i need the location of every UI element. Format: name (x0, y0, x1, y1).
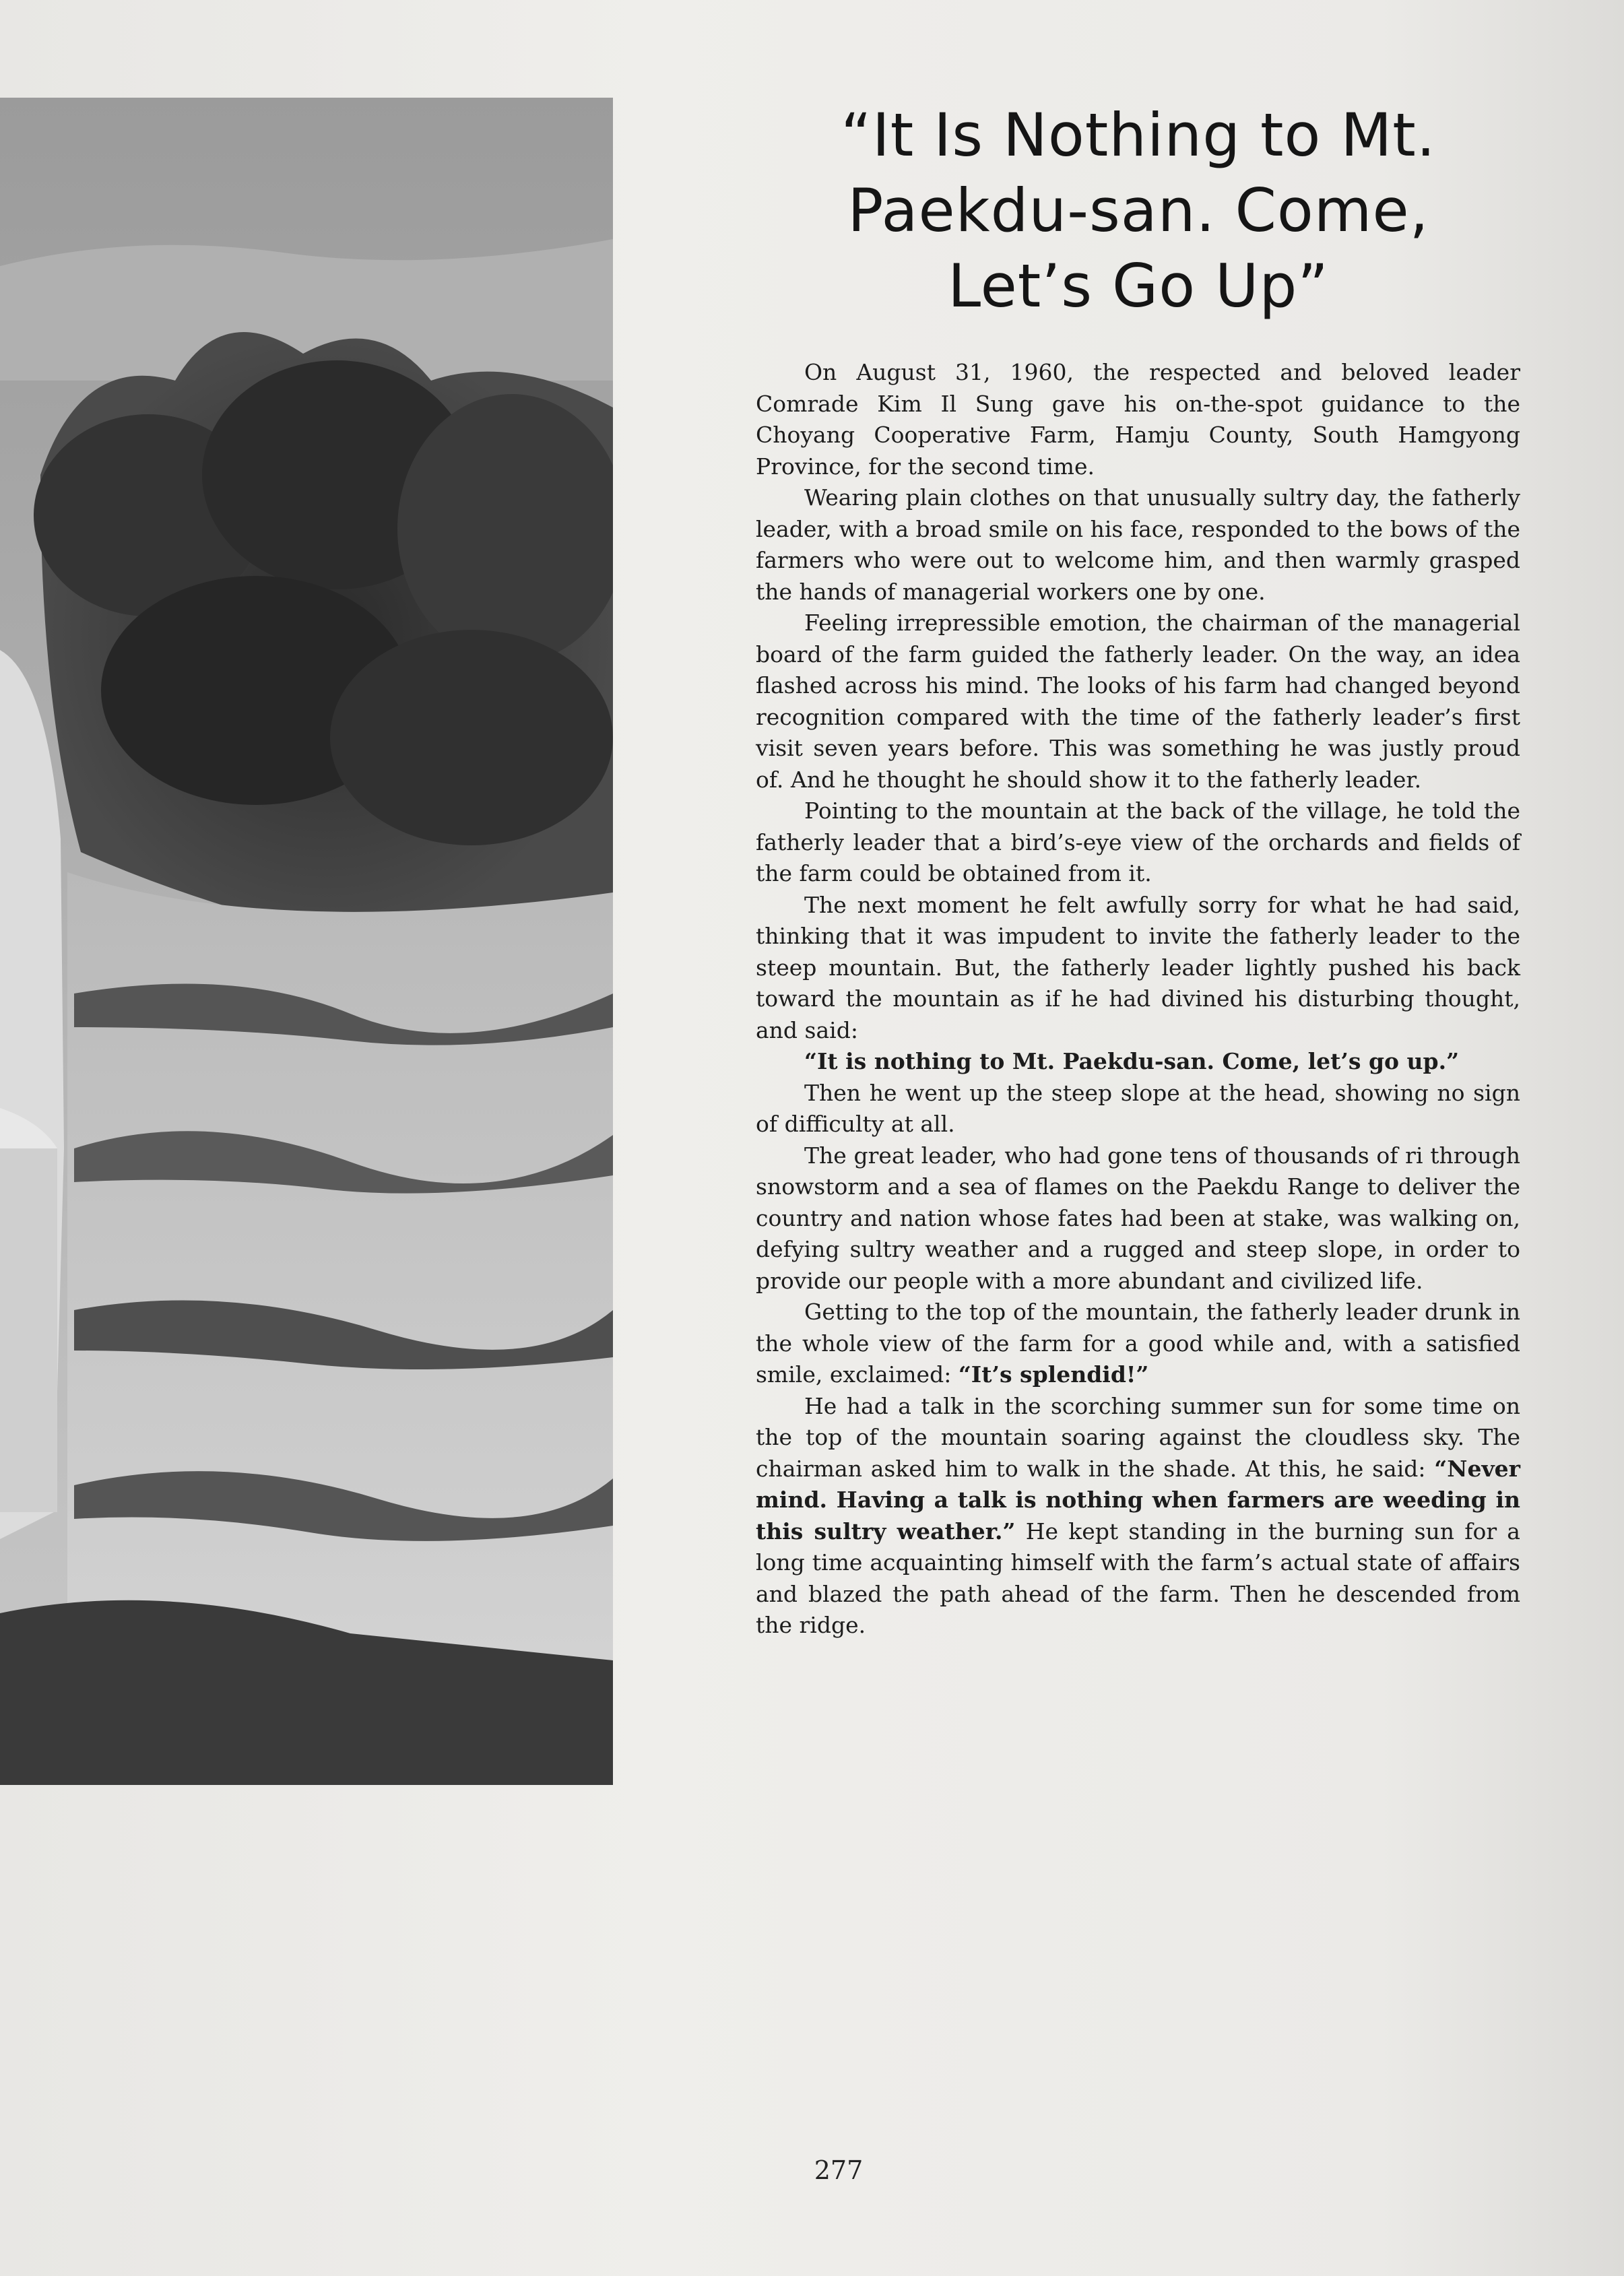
paragraph-text: Feeling irrepressible emotion, the chairman of the managerial board of the farm guided the fatherly leader. On the way, an idea flashed across his mind. The looks of his farm had changed beyond recognition compared with the time of the fatherly leader’s first visit seven years before. This was something he was justly proud of. And he thought he should show it to the fatherly leader. (756, 610, 1520, 793)
article-paragraph (756, 482, 1520, 608)
paragraph-text: On August 31, 1960, the respected and beloved leader Comrade Kim Il Sung gave his on-the-spot guidance to the Choyang Cooperative Farm, Hamju County, South Hamgyong Province, for the second time. (756, 359, 1520, 480)
paragraph-text: He kept standing in the burning sun for a long time acquainting himself with the farm’s actual state of affairs and blazed the path ahead of the farm. Then he descended from the ridge. (756, 1518, 1520, 1638)
article-paragraph (756, 795, 1520, 890)
quoted-remark: “It is nothing to Mt. Paekdu-san. Come, let’s go up.” (804, 1048, 1460, 1074)
paragraph-text: Wearing plain clothes on that unusually sultry day, the fatherly leader, with a broad smile on his face, responded to the bows of the farmers who were out to welcome him, and then warmly grasped the hands of managerial workers one by one. (756, 484, 1520, 605)
quoted-remark: “It’s splendid!” (958, 1361, 1149, 1388)
article-paragraph (756, 890, 1520, 1047)
article-paragraph (756, 1078, 1520, 1140)
hillside-photo (0, 98, 613, 1785)
article-paragraph (756, 1046, 1520, 1078)
paragraph-text: Then he went up the steep slope at the head, showing no sign of difficulty at all. (756, 1079, 1520, 1137)
paragraph-text: The next moment he felt awfully sorry for what he had said, thinking that it was impudent to invite the fatherly leader to the steep mountain. But, the fatherly leader lightly pushed his back toward the mountain as if he had divined his disturbing thought, and said: (756, 891, 1520, 1043)
quoted-remark: “Never mind. Having a talk is nothing when farmers are weeding in this sultry weather.” (756, 1455, 1520, 1545)
paragraph-text: The great leader, who had gone tens of thousands of ri through snowstorm and a sea of flames on the Paekdu Range to deliver the country and nation whose fates had been at stake, was walking on, defying sultry weather and a rugged and steep slope, in order to provide our people with a more abundant and civilized life. (756, 1142, 1520, 1294)
paragraph-text: Pointing to the mountain at the back of the village, he told the fatherly leader that a bird’s-eye view of the orchards and fields of the farm could be obtained from it. (756, 798, 1520, 886)
article-paragraph (756, 1297, 1520, 1391)
article-paragraph (756, 1391, 1520, 1641)
article-paragraph (756, 608, 1520, 795)
page-number: 277 (814, 2155, 864, 2185)
paragraph-text: He had a talk in the scorching summer sun for some time on the top of the mountain soaring against the cloudless sky. The chairman asked him to walk in the shade. At this, he said: (756, 1392, 1520, 1482)
article-paragraph (756, 357, 1520, 482)
article-paragraph (756, 1140, 1520, 1297)
article-title: “It Is Nothing to Mt. Paekdu-san. Come, Let’s Go Up” (841, 100, 1436, 321)
article-body (756, 357, 1520, 1641)
paragraph-text: Getting to the top of the mountain, the fatherly leader drunk in the whole view of the farm for a good while and, with a satisfied smile, exclaimed: (756, 1299, 1520, 1388)
